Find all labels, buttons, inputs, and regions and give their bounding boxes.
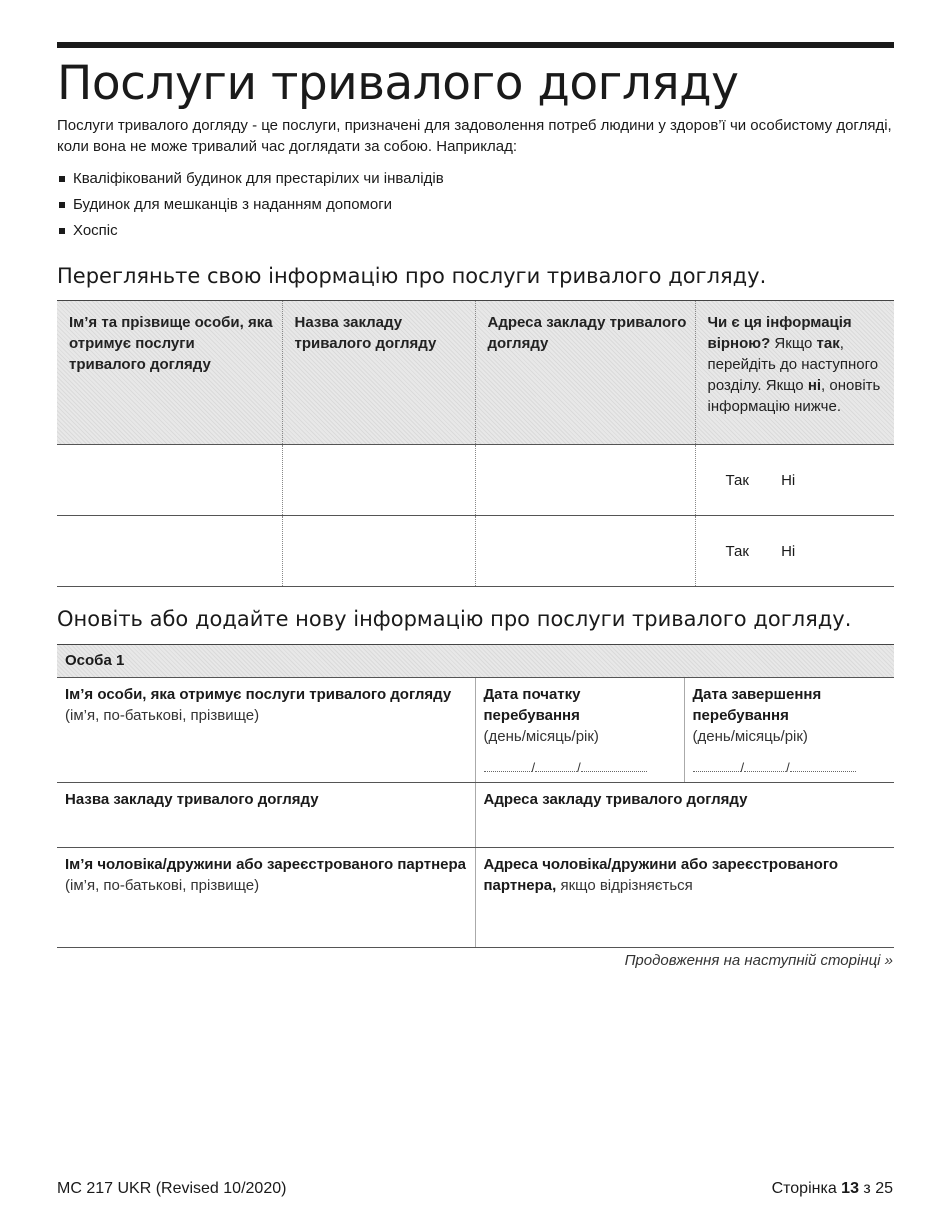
- facility-name-cell[interactable]: [282, 516, 475, 587]
- no-option[interactable]: Ні: [781, 542, 796, 560]
- facility-address-cell[interactable]: [475, 445, 695, 516]
- table-row: [57, 445, 894, 516]
- form-id: MC 217 UKR (Revised 10/2020): [57, 1180, 287, 1197]
- review-heading: Перегляньте свою інформацію про послуги тривалого догляду.: [57, 264, 767, 288]
- start-date-field[interactable]: Дата початку перебування (день/місяць/рік) / /: [475, 678, 684, 783]
- column-header-facility-name: Назва закладу тривалого догляду: [282, 301, 475, 445]
- person-label: Особа 1: [57, 645, 894, 678]
- facility-address-field[interactable]: Адреса закладу тривалого догляду: [475, 783, 894, 848]
- top-rule: [57, 42, 894, 48]
- example-list: [57, 169, 444, 247]
- end-date-field[interactable]: Дата завершення перебування (день/місяць/рік) / /: [684, 678, 894, 783]
- facility-name-field[interactable]: Назва закладу тривалого догляду: [57, 783, 475, 848]
- spouse-name-field[interactable]: Ім’я чоловіка/дружини або зареєстрованого партнера (ім’я, по-батькові, прізвище): [57, 848, 475, 948]
- column-header-facility-address: Адреса закладу тривалого догляду: [475, 301, 695, 445]
- facility-address-cell[interactable]: [475, 516, 695, 587]
- confirm-cell: [695, 445, 894, 516]
- person-cell[interactable]: [57, 516, 282, 587]
- yes-option[interactable]: Так: [725, 542, 749, 560]
- yes-option[interactable]: Так: [725, 471, 749, 489]
- no-option[interactable]: Ні: [781, 471, 796, 489]
- column-header-confirm: Чи є ця інформація вірною? Якщо так, перейдіть до наступного розділу. Якщо ні, оновіть інформацію нижче.: [707, 314, 881, 415]
- person-cell[interactable]: [57, 445, 282, 516]
- review-table: [57, 300, 894, 587]
- page-title: Послуги тривалого догляду: [57, 56, 739, 111]
- page-number: Сторінка 13 з 25: [771, 1180, 893, 1197]
- list-item: Будинок для мешканців з наданням допомоги: [57, 195, 444, 221]
- start-date-input[interactable]: / /: [484, 757, 676, 778]
- list-item: Хоспіс: [57, 221, 444, 247]
- recipient-name-field[interactable]: Ім’я особи, яка отримує послуги тривалого догляду (ім’я, по-батькові, прізвище): [57, 678, 475, 783]
- update-heading: Оновіть або додайте нову інформацію про послуги тривалого догляду.: [57, 607, 852, 631]
- table-row: [57, 516, 894, 587]
- list-item: Кваліфікований будинок для престарілих чи інвалідів: [57, 169, 444, 195]
- column-header-person: Ім’я та прізвище особи, яка отримує послуги тривалого догляду: [57, 301, 282, 445]
- end-date-input[interactable]: / /: [693, 757, 887, 778]
- facility-name-cell[interactable]: [282, 445, 475, 516]
- intro-paragraph: Послуги тривалого догляду - це послуги, призначені для задоволення потреб людини у здоров’ї чи особистому догляді, коли вона не може тривалий час доглядати за собою. Наприклад:: [57, 117, 892, 155]
- update-table: [57, 644, 894, 948]
- confirm-cell: [695, 516, 894, 587]
- continuation-note: Продовження на наступній сторінці »: [624, 952, 893, 969]
- spouse-address-field[interactable]: Адреса чоловіка/дружини або зареєстрованого партнера, якщо відрізняється: [475, 848, 894, 948]
